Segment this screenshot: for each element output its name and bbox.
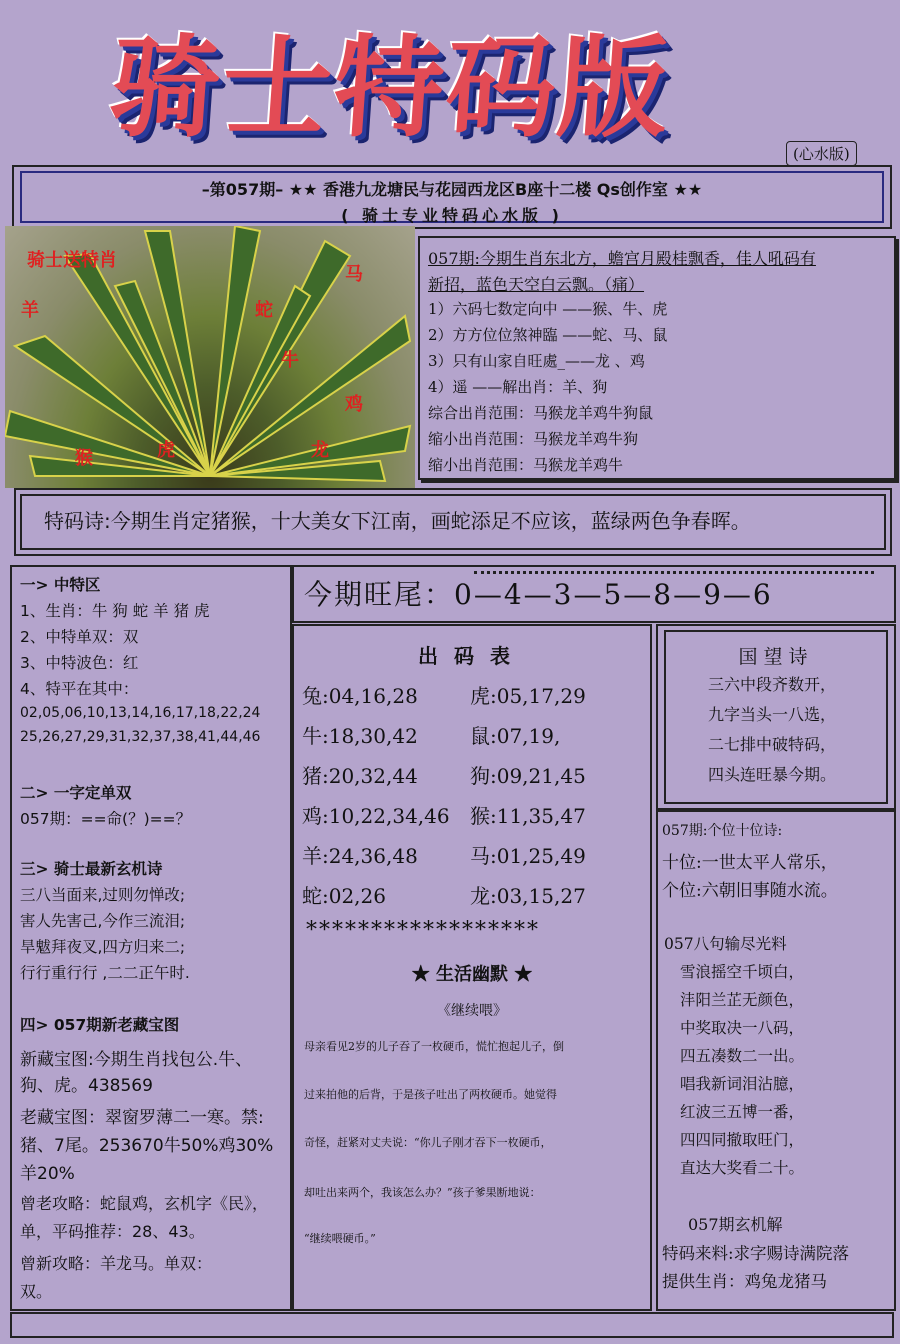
story-line: 却吐出来两个，我该怎么办？”孩子爹果断地说： [304,1186,541,1199]
left-column [10,565,292,1311]
section-heading: 四> 057期新老藏宝图 [20,1016,180,1034]
left-line: 三八当面来,过则勿惮改; [20,886,186,904]
plant-photo [5,226,415,488]
right-line: 057期:个位十位诗: [662,823,783,839]
left-line: 羊20% [20,1164,75,1184]
footer-bar [10,1312,894,1338]
header-line-1: –第057期– ★★ 香港九龙塘民与花园西龙区B座十二楼 Qs创作室 ★★ [201,180,703,199]
table-cell: 马:01,25,49 [470,844,586,868]
right-heading: 057八句输尽光料 [664,935,787,953]
table-cell: 兔:04,16,28 [302,684,418,708]
forecast-line: 缩小出肖范围：马猴龙羊鸡牛 [428,456,624,474]
story-line: 奇怪，赶紧对丈夫说：“你儿子刚才吞下一枚硬币， [304,1136,552,1149]
number-table-title: 出码表 [418,644,526,668]
left-line: 3、中特波色：红 [20,654,139,672]
story-line: 过来拍他的后背，于是孩子吐出了两枚硬币。她觉得 [304,1088,557,1101]
forecast-line: 057期:今期生肖东北方，蟾宫月殿桂飘香，佳人吼码有 [428,249,816,268]
story-line: “继续喂硬币。” [304,1232,376,1245]
tail-numbers [304,573,773,613]
section-heading: 一> 中特区 [20,576,101,594]
photo-label-horse: 马 [345,264,363,285]
right-heading: 057期玄机解 [688,1215,783,1234]
left-line: 曾老攻略：蛇鼠鸡，玄机字《民》， [20,1194,269,1213]
table-cell: 鸡:10,22,34,46 [302,804,450,828]
tail-number-box [292,565,896,623]
header-banner [12,165,892,229]
photo-label-dragon: 龙 [311,440,329,461]
left-line: 老藏宝图：翠窗罗薄二一寒。禁: [20,1108,264,1128]
left-numbers: 02,05,06,10,13,14,16,17,18,22,24 [20,705,261,721]
right-line: 中奖取决一八码， [680,1019,805,1037]
section-heading: 三> 骑士最新玄机诗 [20,860,163,878]
table-cell: 猪:20,32,44 [302,764,418,788]
forecast-line: 1）六码七数定向中 ——猴、牛、虎 [428,300,668,318]
section-heading: 二> 一字定单双 [20,784,132,802]
photo-label-snake: 蛇 [255,300,273,321]
right-line: 四四同撤取旺门， [680,1131,805,1149]
left-line: 狗、虎。438569 [20,1076,153,1096]
left-line: 新藏宝图:今期生肖找包公.牛、 [20,1050,253,1070]
tail-values: 0—4—3—5—8—9—6 [454,578,773,611]
story-title: 《继续喂》 [437,1003,507,1019]
right-line: 雪浪摇空千顷白， [680,963,805,981]
guowang-line: 四头连旺暴今期。 [708,765,837,784]
left-line: 2、中特单双：双 [20,628,139,646]
forecast-line: 综合出肖范围：马猴龙羊鸡牛狗鼠 [428,404,654,422]
guowang-line: 三六中段齐数开， [708,675,837,694]
right-line: 四五凑数二一出。 [680,1047,805,1065]
table-cell: 牛:18,30,42 [302,724,418,748]
right-line: 特码来料:求字赐诗满院落 [662,1244,850,1263]
table-cell: 狗:09,21,45 [470,764,586,788]
table-cell: 蛇:02,26 [302,884,386,908]
story-line: 母亲看见2岁的儿子吞了一枚硬币，慌忙抱起儿子，倒 [304,1040,564,1053]
right-line: 直达大奖看二十。 [680,1159,805,1177]
table-cell: 虎:05,17,29 [470,684,586,708]
humor-heading: ★ 生活幽默 ★ [411,964,533,985]
left-line: 4、特平在其中： [20,680,139,698]
right-line: 十位:一世太平人常乐， [662,853,838,873]
guowang-poem-box [656,624,896,810]
forecast-line: 4）遥 ——解出肖：羊、狗 [428,378,608,396]
left-line: 旱魃拜夜叉,四方归来二; [20,938,186,956]
photo-label-goat: 羊 [21,300,39,321]
left-line: 行行重行行 ,二二正午时. [20,964,190,982]
edition-badge: (心水版) [786,141,857,166]
right-line: 提供生肖：鸡兔龙猪马 [662,1272,827,1291]
forecast-line: 缩小出肖范围：马猴龙羊鸡牛狗 [428,430,639,448]
left-line: 害人先害己,今作三流泪; [20,912,186,930]
left-line: 双。 [20,1282,53,1301]
special-code-poem [14,488,892,556]
left-line: 猪、7尾。253670牛50%鸡30% [20,1136,274,1156]
forecast-line: 新招，蓝色天空白云飘。（痛） [428,275,645,294]
photo-label-monkey: 猴 [75,448,93,469]
left-line: 曾新攻略：羊龙马。单双： [20,1254,213,1273]
left-numbers: 25,26,27,29,31,32,37,38,41,44,46 [20,729,261,745]
poem-text: 特码诗:今期生肖定猪猴，十大美女下江南，画蛇添足不应该，蓝绿两色争春晖。 [20,494,886,550]
right-line: 唱我新词泪沾臆， [680,1075,805,1093]
photo-label-rooster: 鸡 [345,394,363,415]
right-line: 沣阳兰芷无颜色， [680,991,805,1009]
right-column [656,810,896,1311]
photo-label-title: 骑士送特肖 [27,250,117,271]
left-line: 057期：==命(？)==？ [20,810,192,828]
right-line: 个位:六朝旧事随水流。 [662,881,838,901]
table-cell: 鼠:07,19, [470,724,561,748]
tail-label: 今期旺尾： [304,578,455,611]
guowang-title: 国望诗 [738,646,814,668]
table-cell: 龙:03,15,27 [470,884,586,908]
table-cell: 猴:11,35,47 [470,804,586,828]
masthead-title: 骑士特码版 [105,24,675,152]
forecast-line: 2）方方位位煞神臨 ——蛇、马、鼠 [428,326,668,344]
photo-label-tiger: 虎 [157,440,175,461]
header-line-2: ( 骑士专业特码心水版 ) [341,206,563,225]
forecast-line: 3）只有山家自旺處_——龙 、鸡 [428,352,645,370]
middle-column [292,624,652,1311]
zodiac-forecast-box [418,236,896,480]
left-line: 1、生肖：牛 狗 蛇 羊 猪 虎 [20,602,210,620]
star-divider: ****************** [306,918,540,943]
left-line: 单，平码推荐：28、43。 [20,1222,205,1241]
guowang-line: 九字当头一八选， [708,705,837,724]
guowang-line: 二七排中破特码， [708,735,837,754]
photo-label-ox: 牛 [281,350,299,371]
right-line: 红波三五博一番， [680,1103,805,1121]
table-cell: 羊:24,36,48 [302,844,418,868]
